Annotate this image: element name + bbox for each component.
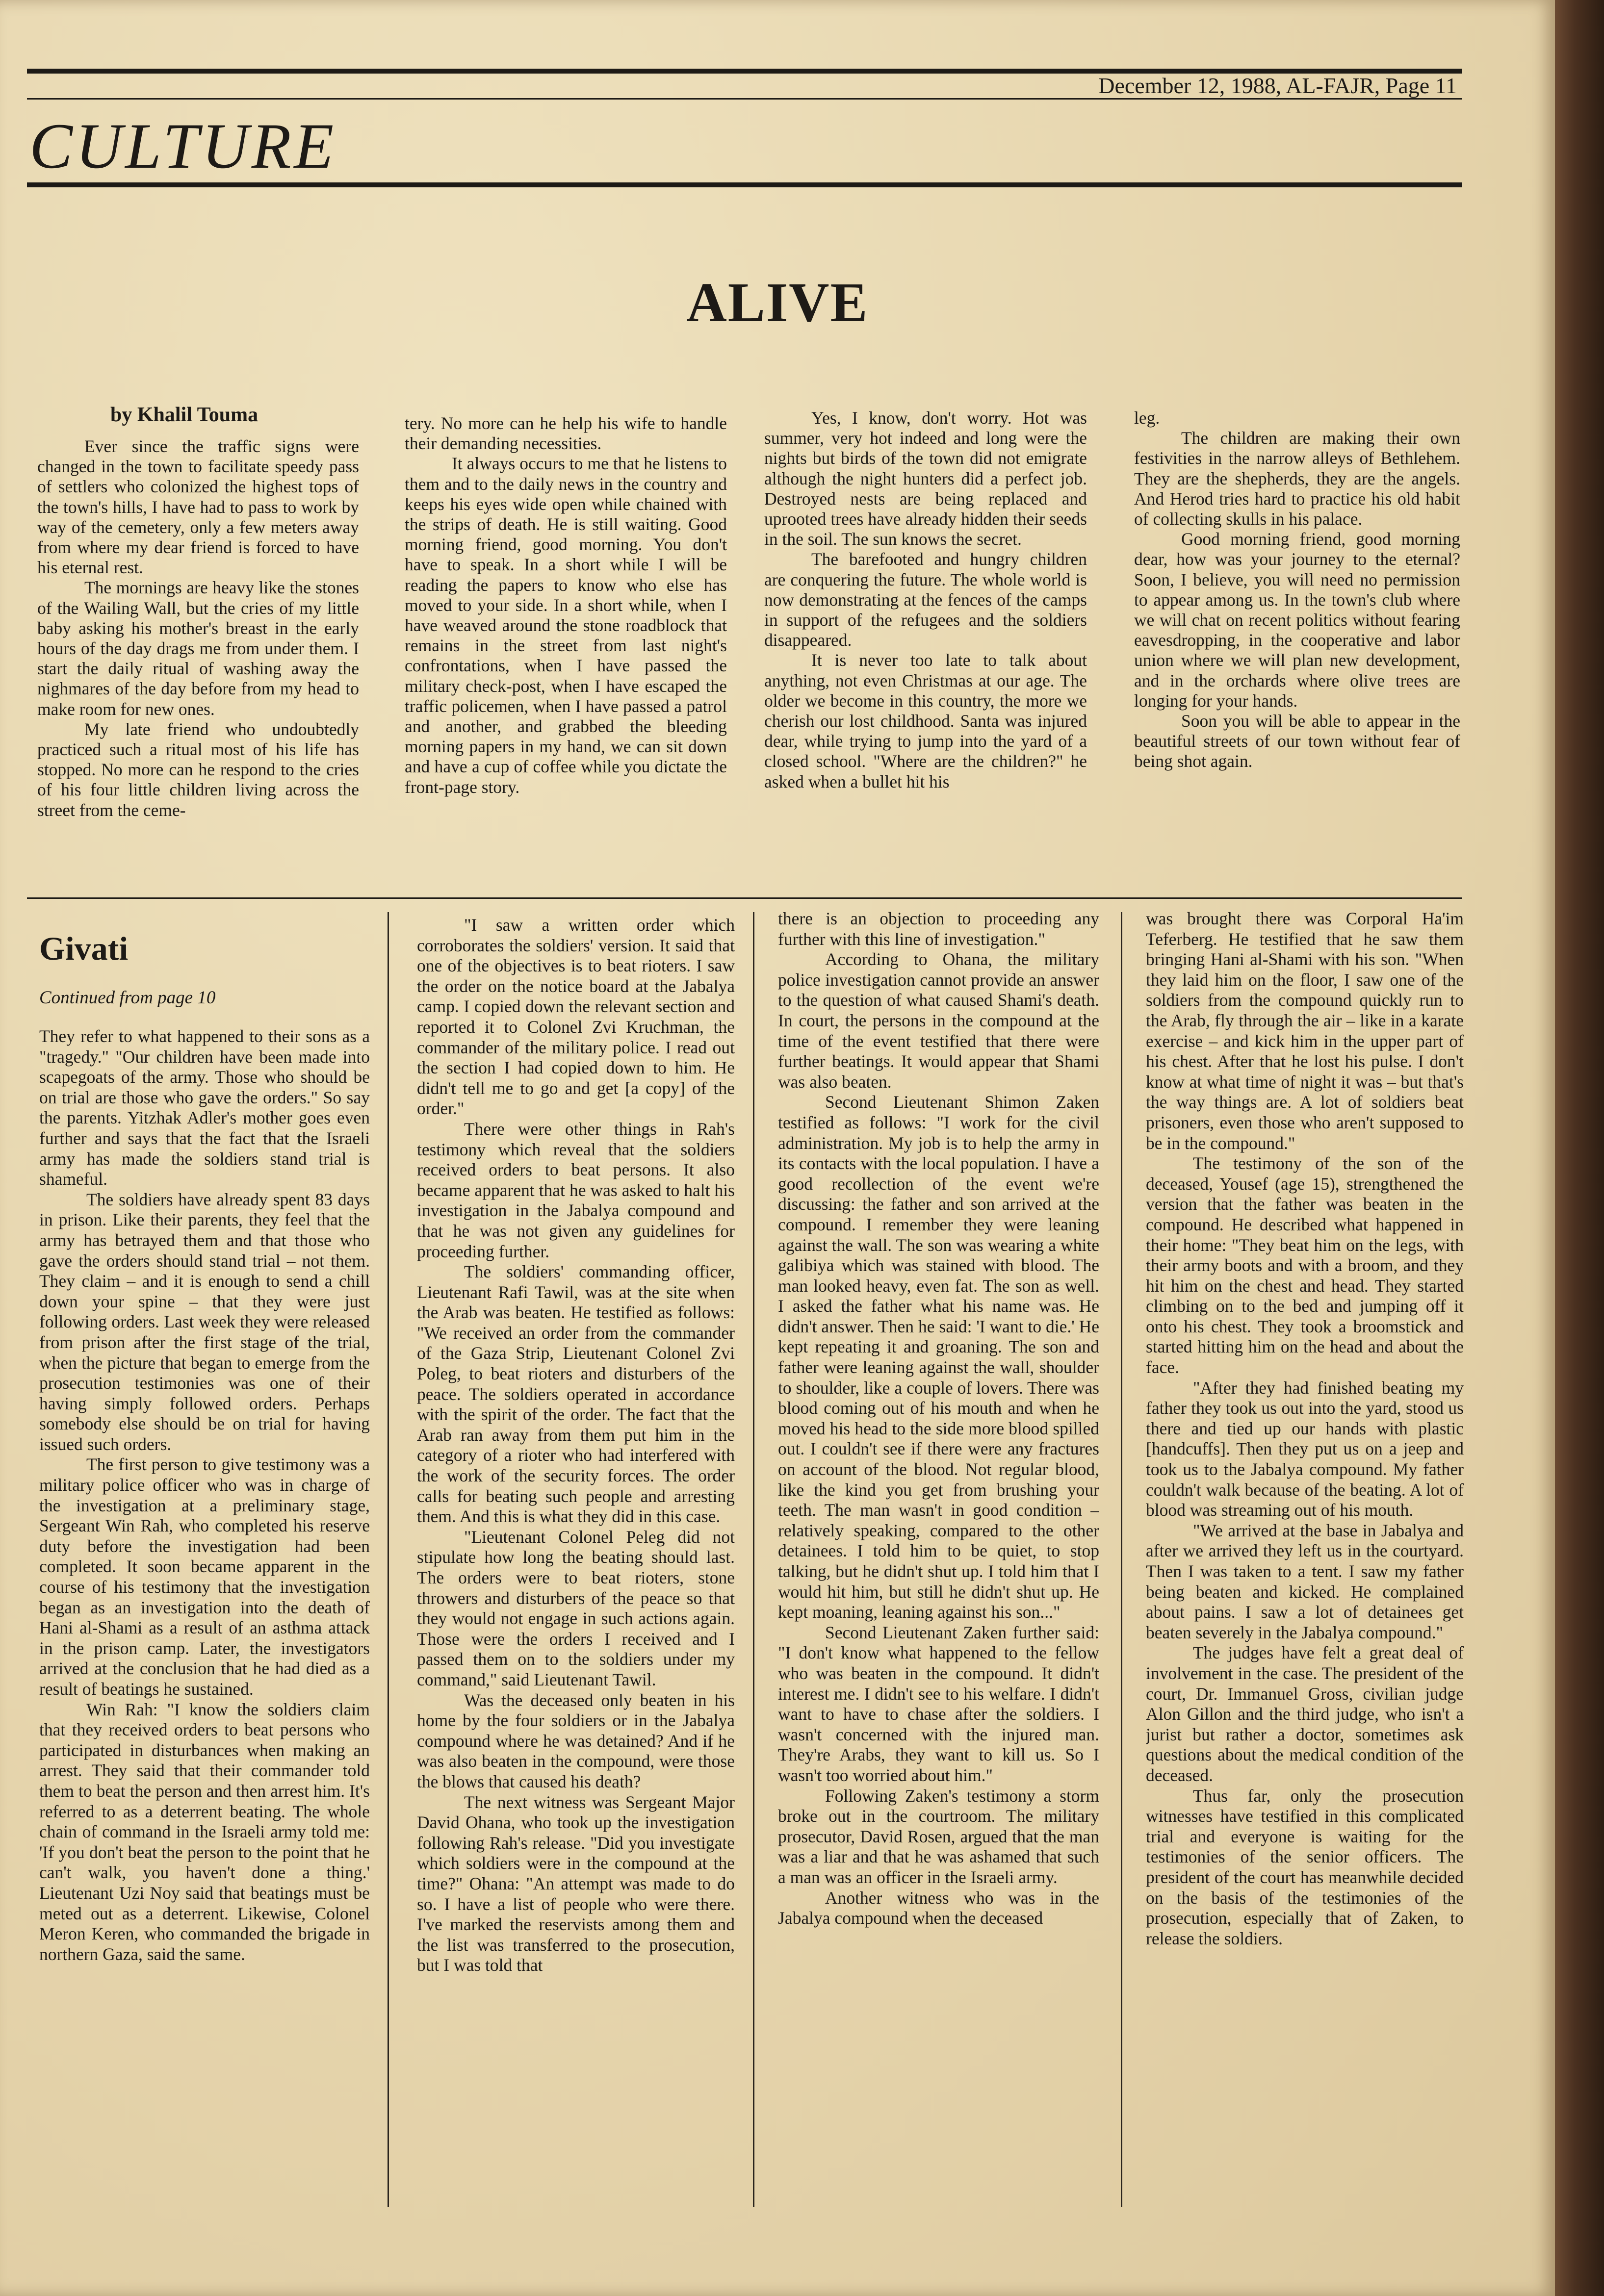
paragraph: "After they had finished beating my father they took us out into the yard, stood us there and tied up our hands with plastic [handcuffs]. Then they put us on a jeep and took us to the Jabalya compound. My father couldn't walk because of the beating. A lot of blood was streaming out of his mouth. [1146, 1378, 1464, 1520]
paragraph: They refer to what happened to their sons as a "tragedy." "Our children have been made into scapegoats of the army. Those who should be on trial are those who gave the orders." So say the parents. Yitzhak Adler's mother goes even further and says that the fact that the Israeli army has made the soldiers stand trial is shameful. [39, 1026, 370, 1189]
paragraph: The soldiers' commanding officer, Lieutenant Rafi Tawil, was at the site when the Arab was beaten. He testified as follows: "We received an order from the commander of the Gaza Strip, Lieutenant Colonel Zvi Poleg, to beat rioters and disturbers of the peace. The soldiers operated in accordance with the spirit of the order. The fact that the Arab ran away from them put him in the category of a rioter who had interfered with the work of the security forces. The order calls for beating such people and arresting them. And this is what they did in this case. [417, 1262, 735, 1527]
paragraph: Second Lieutenant Shimon Zaken testified as follows: "I work for the civil administration. My job is to help the army in its contacts with the local population. I have a good recollection of the event we're discussing: the father and son arrived at the compound. I remember they were leaning against the wall. The son was wearing a white galibiya which was stained with blood. The man looked heavy, even fat. The son as well. I asked the father what his name was. He didn't answer. Then he said: 'I want to die.' He kept repeating it and groaning. The son and father were leaning against the wall, shoulder to shoulder, like a couple of lovers. There was blood coming out of his mouth and when he moved his head to the side more blood spilled out. I couldn't see if there were any fractures on account of the blood. Not regular blood, like the kind you get from brushing your teeth. The man wasn't in good condition – relatively speaking, compared to the other detainees. I told him to be quiet, to stop talking, but he didn't shut up. I told him that I would hit him, but still he didn't shut up. He kept moaning, leaning against his son..." [778, 1092, 1099, 1622]
paragraph: Yes, I know, don't worry. Hot was summer, very hot indeed and long were the nights but birds of the town did not emigrate although the night hunters did a perfect job. Destroyed nests are being replaced and uprooted trees have already hidden their seeds in the soil. The sun knows the secret. [764, 408, 1087, 549]
section-title: CULTURE [29, 110, 337, 182]
paragraph: Another witness who was in the Jabalya compound when the deceased [778, 1888, 1099, 1928]
paragraph: It is never too late to talk about anything, not even Christmas at our age. The older we become in this country, the more we cherish our lost childhood. Santa was injured dear, while trying to jump into the yard of a closed school. "Where are the children?" he asked when a bullet hit his [764, 650, 1087, 791]
paragraph: tery. No more can he help his wife to handle their demanding necessities. [405, 413, 727, 454]
paragraph: Second Lieutenant Zaken further said: "I don't know what happened to the fellow who was beaten in the compound. It didn't interest me. I didn't see to his welfare. I didn't want to have to chase after the soldiers. I wasn't concerned with the injured man. They're Arabs, they want to kill us. So I wasn't too worried about him." [778, 1622, 1099, 1785]
paragraph: Following Zaken's testimony a storm broke out in the courtroom. The military prosecutor, David Rosen, argued that the man was a liar and that he was ashamed that such a man was an officer in the Israeli army. [778, 1786, 1099, 1887]
paragraph: There were other things in Rah's testimony which reveal that the soldiers received orders to beat persons. It also became apparent that he was asked to halt his investigation in the Jabalya compound and that he was not given any guidelines for proceeding further. [417, 1119, 735, 1261]
paragraph: According to Ohana, the military police investigation cannot provide an answer to the question of what caused Shami's death. In court, the persons in the compound at the time of the event testified that there were further beatings. It would appear that Shami was also beaten. [778, 949, 1099, 1092]
dateline-rule [27, 98, 1462, 100]
story1-column-3 [764, 408, 1087, 898]
byline: by Khalil Touma [110, 404, 259, 426]
dateline: December 12, 1988, AL-FAJR, Page 11 [1098, 73, 1457, 98]
paragraph: Good morning friend, good morning dear, how was your journey to the eternal? Soon, I believe, you will need no permission to appear among us. In the town's club where we will chat on recent politics without fearing eavesdropping, in the cooperative and labor union where we will plan new development, and in the orchards where olive trees are longing for your hands. [1134, 529, 1460, 711]
paragraph: there is an objection to proceeding any further with this line of investigation." [778, 909, 1099, 949]
paragraph: Win Rah: "I know the soldiers claim that they received orders to beat persons who participated in disturbances when making an arrest. They said that their commander told them to beat the person and then arrest him. It's referred to as a deterrent beating. The whole chain of command in the Israeli army told me: 'If you don't beat the person to the point that he can't walk, you haven't done a thing.' Lieutenant Uzi Noy said that beatings must be meted out as a deterrent. Likewise, Colonel Meron Keren, who commanded the brigade in northern Gaza, said the same. [39, 1699, 370, 1964]
paragraph: The mornings are heavy like the stones of the Wailing Wall, but the cries of my little baby asking his mother's breast in the early hours of the day drags me from under them. I start the daily ritual of washing away the nighmares of the day before from my head to make room for new ones. [37, 578, 359, 719]
paragraph: The barefooted and hungry children are conquering the future. The whole world is now demonstrating at the fences of the camps in support of the refugees and the soldiers disappeared. [764, 549, 1087, 650]
story2-title: Givati [39, 930, 129, 967]
paragraph: "I saw a written order which corroborates the soldiers' version. It said that one of the objectives is to beat rioters. I saw the order on the notice board at the Jabalya camp. I copied down the relevant section and reported it to Colonel Zvi Kruchman, the commander of the military police. I read out the section I had copied down to him. He didn't tell me to go and get [a copy] of the order." [417, 915, 735, 1119]
story2-column-2 [417, 915, 735, 2215]
story2-column-1 [39, 1026, 370, 2213]
story-divider [27, 897, 1462, 899]
story1-column-1 [37, 436, 359, 897]
paragraph: The first person to give testimony was a military police officer who was in charge of the investigation at a preliminary stage, Sergeant Win Rah, who completed his reserve duty before the investigation had been completed. It soon became apparent in the course of his testimony that the investigation began as an investigation into the death of Hani al-Shami as a result of an asthma attack in the prison camp. Later, the investigators arrived at the conclusion that he had died as a result of beatings he sustained. [39, 1454, 370, 1699]
column-rule [388, 912, 389, 2207]
paragraph: It always occurs to me that he listens to them and to the daily news in the country and keeps his eyes wide open while chained with the strips of death. He is still waiting. Good morning friend, good morning. You don't have to speak. In a short while I will be reading the papers to know who else has moved to your side. In a short while, when I have weaved around the stone roadblock that remains in the street from last night's confrontations, when I have passed the military check-post, when I have escaped the traffic policemen, when I have passed a patrol and another, and grabbed the bleeding morning papers in my hand, we can sit down and have a cup of coffee while you dictate the front-page story. [405, 454, 727, 797]
paragraph: The judges have felt a great deal of involvement in the case. The president of the court, Dr. Immanuel Gross, civilian judge Alon Gillon and the third judge, who isn't a jurist but rather a doctor, sometimes ask questions about the medical condition of the deceased. [1146, 1643, 1464, 1785]
paragraph: Soon you will be able to appear in the beautiful streets of our town without fear of being shot again. [1134, 711, 1460, 771]
story2-column-3 [778, 909, 1099, 2215]
column-rule [753, 912, 754, 2207]
paragraph: was brought there was Corporal Ha'im Teferberg. He testified that he saw them bringing Hani al-Shami with his son. "When they laid him on the floor, I saw one of the soldiers from the compound quickly run to the Arab, fly through the air – like in a karate exercise – and kick him in the upper part of his chest. After that he lost his pulse. I don't know at what time of night it was – but that's the way things are. A lot of soldiers beat prisoners, even those who aren't supposed to be in the compound." [1146, 909, 1464, 1153]
paragraph: "We arrived at the base in Jabalya and after we arrived they left us in the courtyard. Then I was taken to a tent. I saw my father being beaten and kicked. He complained about pains. I saw a lot of detainees get beaten severely in the Jabalya compound." [1146, 1520, 1464, 1642]
paragraph: The next witness was Sergeant Major David Ohana, who took up the investigation following Rah's release. "Did you investigate which soldiers were in the compound at the time?" Ohana: "An attempt was made to do so. I have a list of people who were there. I've marked the reservists among them and the list was transferred to the prosecution, but I was told that [417, 1792, 735, 1975]
section-rule [27, 182, 1462, 187]
continued-from-note: Continued from page 10 [39, 988, 216, 1008]
story2-column-4 [1146, 909, 1464, 2215]
paragraph: The testimony of the son of the deceased, Yousef (age 15), strengthened the version that the father was beaten in the compound. He described what happened in their home: "They beat him on the legs, with their army boots and with a broom, and they hit him on the chest and head. They started climbing on to the bed and jumping off it onto his chest. They took a broomstick and started hitting him on the head and about the face. [1146, 1153, 1464, 1378]
paragraph: Ever since the traffic signs were changed in the town to facilitate speedy pass of settlers who colonized the highest tops of the town's hills, I have had to pass to work by way of the cemetery, only a few meters away from where my dear friend is forced to have his eternal rest. [37, 436, 359, 578]
paragraph: The soldiers have already spent 83 days in prison. Like their parents, they feel that the army has betrayed them and that those who gave the orders should stand trial – not them. They claim – and it is enough to send a chill down your spine – that they were just following orders. Last week they were released from prison after the first stage of the trial, when the picture that began to emerge from the prosecution testimonies was one of their having simply followed orders. Perhaps somebody else should be on trial for having issued such orders. [39, 1189, 370, 1454]
story1-column-4 [1134, 408, 1460, 898]
story-headline: ALIVE [686, 271, 869, 333]
column-rule [1121, 912, 1122, 2207]
binding-spine [1555, 0, 1604, 2296]
paragraph: My late friend who undoubtedly practiced such a ritual most of his life has stopped. No more can he respond to the cries of his four little children living across the street from the ceme- [37, 719, 359, 820]
paragraph: Thus far, only the prosecution witnesses have testified in this complicated trial and everyone is waiting for the testimonies of the senior officers. The president of the court has meanwhile decided on the basis of the testimonies of the prosecution, especially that of Zaken, to release the soldiers. [1146, 1786, 1464, 1948]
paragraph: Was the deceased only beaten in his home by the four soldiers or in the Jabalya compound where he was detained? And if he was also beaten in the compound, were those the blows that caused his death? [417, 1690, 735, 1791]
story1-column-2 [405, 413, 727, 899]
paragraph: The children are making their own festivities in the narrow alleys of Bethlehem. They are the shepherds, they are the angels. And Herod tries hard to practice his old habit of collecting skulls in his palace. [1134, 428, 1460, 529]
paragraph: "Lieutenant Colonel Peleg did not stipulate how long the beating should last. The orders were to beat rioters, stone throwers and disturbers of the peace so that they would not engage in such actions again. Those were the orders I received and I passed them on to the soldiers under my command," said Lieutenant Tawil. [417, 1527, 735, 1689]
paragraph: leg. [1134, 408, 1160, 428]
